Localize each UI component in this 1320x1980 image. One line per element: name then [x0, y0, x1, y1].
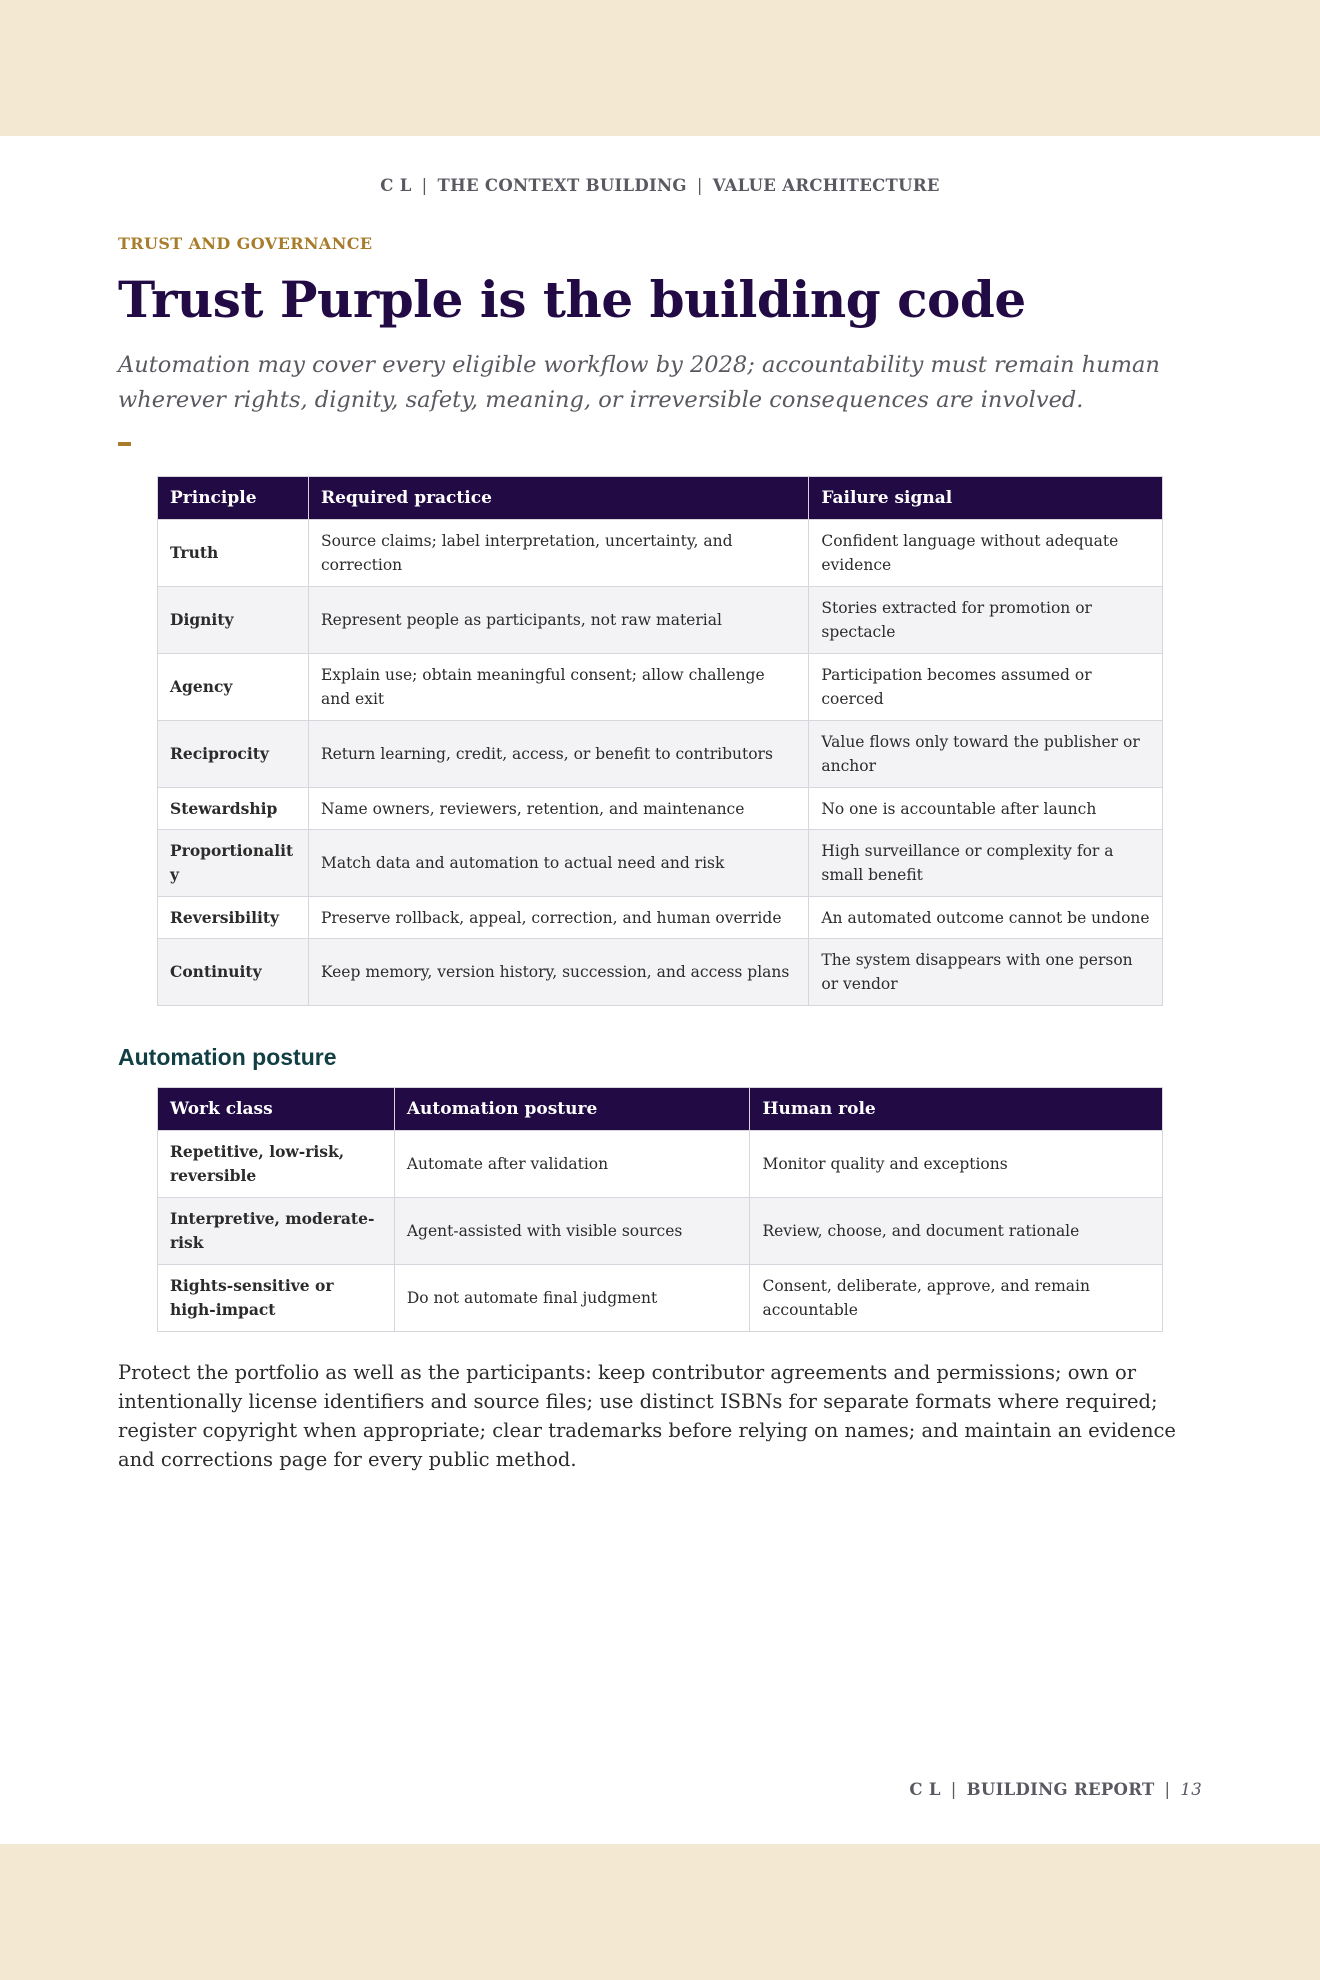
running-foot-separator: | [1164, 1780, 1171, 1799]
practice-cell: Name owners, reviewers, retention, and maintenance [308, 788, 808, 830]
running-foot-separator: | [950, 1780, 957, 1799]
running-foot [909, 1780, 1202, 1799]
practice-cell: Preserve rollback, appeal, correction, and human override [308, 897, 808, 939]
human-role-cell: Review, choose, and document rationale [750, 1198, 1163, 1265]
section-heading-automation: Automation posture [118, 1044, 337, 1070]
failure-cell: Stories extracted for promotion or spectacle [809, 587, 1163, 654]
running-head-chapter: VALUE ARCHITECTURE [712, 176, 940, 195]
principle-cell: Reciprocity [158, 721, 309, 788]
top-band [0, 0, 1320, 136]
table-row [158, 520, 1163, 587]
practice-cell: Keep memory, version history, succession, and access plans [308, 939, 808, 1006]
table-row [158, 1131, 1163, 1198]
report-page [0, 136, 1320, 1844]
running-head-brand: C L [380, 176, 412, 195]
column-header-principle: Principle [158, 477, 309, 520]
failure-cell: Value flows only toward the publisher or anchor [809, 721, 1163, 788]
principle-cell: Continuity [158, 939, 309, 1006]
table-row [158, 654, 1163, 721]
column-header-required-practice: Required practice [308, 477, 808, 520]
posture-cell: Agent-assisted with visible sources [394, 1198, 750, 1265]
practice-cell: Explain use; obtain meaningful consent; allow challenge and exit [308, 654, 808, 721]
practice-cell: Match data and automation to actual need and risk [308, 830, 808, 897]
running-head [0, 176, 1320, 195]
failure-cell: Participation becomes assumed or coerced [809, 654, 1163, 721]
practice-cell: Source claims; label interpretation, uncertainty, and correction [308, 520, 808, 587]
running-head-separator: | [696, 176, 703, 195]
accent-rule [118, 442, 131, 446]
table-row [158, 587, 1163, 654]
work-class-cell: Rights-sensitive or high-impact [158, 1265, 395, 1332]
practice-cell: Return learning, credit, access, or benefit to contributors [308, 721, 808, 788]
table-row [158, 897, 1163, 939]
principle-cell: Stewardship [158, 788, 309, 830]
page-number: 13 [1180, 1780, 1202, 1799]
table-row [158, 830, 1163, 897]
page-subtitle: Automation may cover every eligible workflow by 2028; accountability must remain human wherever rights, dignity, safety, meaning, or irreversible consequences are involved. [118, 352, 1160, 413]
column-header-work-class: Work class [158, 1088, 395, 1131]
failure-cell: High surveillance or complexity for a small benefit [809, 830, 1163, 897]
body-paragraph: Protect the portfolio as well as the participants: keep contributor agreements and permissions; own or intentionally license identifiers and source files; use distinct ISBNs for separate formats where required; register copyright when appropriate; clear trademarks before relying on names; and maintain an evidence and corrections page for every public method. [118, 1361, 1176, 1471]
table-header-row [158, 477, 1163, 520]
principles-table [157, 476, 1163, 1006]
table-row [158, 1265, 1163, 1332]
failure-cell: An automated outcome cannot be undone [809, 897, 1163, 939]
running-foot-brand: C L [909, 1780, 941, 1799]
principle-cell: Dignity [158, 587, 309, 654]
table-header-row [158, 1088, 1163, 1131]
failure-cell: Confident language without adequate evidence [809, 520, 1163, 587]
human-role-cell: Consent, deliberate, approve, and remain accountable [750, 1265, 1163, 1332]
work-class-cell: Repetitive, low-risk, reversible [158, 1131, 395, 1198]
principle-cell: Truth [158, 520, 309, 587]
automation-table [157, 1087, 1163, 1332]
page-title: Trust Purple is the building code [118, 270, 1026, 329]
column-header-failure-signal: Failure signal [809, 477, 1163, 520]
practice-cell: Represent people as participants, not raw material [308, 587, 808, 654]
column-header-human-role: Human role [750, 1088, 1163, 1131]
column-header-automation-posture: Automation posture [394, 1088, 750, 1131]
work-class-cell: Interpretive, moderate-risk [158, 1198, 395, 1265]
bottom-band [0, 1844, 1320, 1980]
human-role-cell: Monitor quality and exceptions [750, 1131, 1163, 1198]
running-head-separator: | [421, 176, 428, 195]
running-head-section: THE CONTEXT BUILDING [437, 176, 687, 195]
principle-cell: Reversibility [158, 897, 309, 939]
failure-cell: The system disappears with one person or vendor [809, 939, 1163, 1006]
running-foot-report: BUILDING REPORT [966, 1780, 1155, 1799]
section-kicker: TRUST AND GOVERNANCE [118, 234, 373, 253]
principle-cell: Agency [158, 654, 309, 721]
posture-cell: Automate after validation [394, 1131, 750, 1198]
principle-cell: Proportionality [158, 830, 309, 897]
table-row [158, 939, 1163, 1006]
table-row [158, 1198, 1163, 1265]
posture-cell: Do not automate final judgment [394, 1265, 750, 1332]
table-row [158, 788, 1163, 830]
failure-cell: No one is accountable after launch [809, 788, 1163, 830]
table-row [158, 721, 1163, 788]
